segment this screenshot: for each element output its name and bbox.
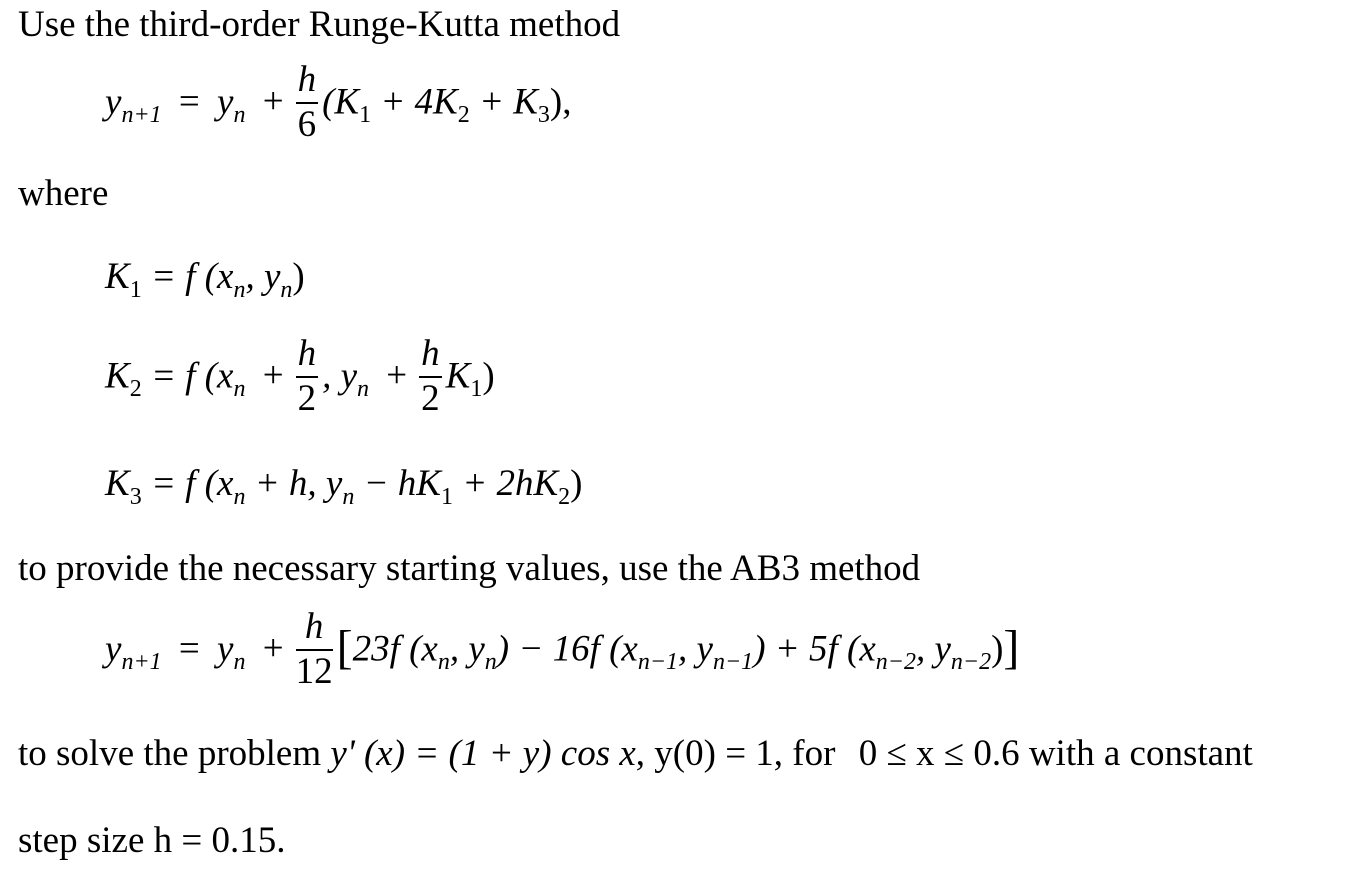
k1-yn-sub: n [280,277,293,303]
k3-rhs: = f (x [150,463,234,504]
k2-frac2-num: h [419,335,442,378]
rk3-mid1: + 4K [371,81,458,123]
solve-prefix: to solve the problem [18,733,322,774]
k3-close: ) [570,463,583,504]
k2-lhs: K [105,355,130,397]
k2-frac1-den: 2 [297,377,317,419]
rk3-k2-sub: 2 [457,102,470,129]
rk3-lhs-sub: n+1 [121,102,162,129]
rk3-tail: ), [549,81,572,123]
k1-comma: , y [245,256,281,297]
k2-plus1: + [262,355,284,397]
rk3-yn: y [217,81,234,123]
ab3-t2: ) − 16f (x [496,628,638,670]
solve-range: 0 ≤ x ≤ 0.6 [858,733,1020,774]
ab3-eq: = [178,628,200,670]
ab3-frac-num: h [296,608,333,651]
k2-yn-sub: n [357,376,369,403]
k2-fraction-1 [296,335,319,419]
k2-xn-sub: n [233,376,246,403]
k3-k2-sub: 2 [558,484,571,510]
rk3-frac-den: 6 [297,103,317,145]
k1-lhs-sub: 1 [129,277,142,303]
solve-suffix: with a constant [1028,733,1253,774]
ab3-right-bracket: ] [1003,621,1020,675]
k3-formula [105,463,583,510]
rk3-formula [105,59,572,147]
where-text: where [18,173,109,214]
solve-initial-condition: , y(0) = 1, for [635,733,836,774]
rk3-frac-num: h [296,61,319,104]
k3-xn-sub: n [233,484,246,510]
k3-lhs: K [105,463,130,504]
starting-values-text: to provide the necessary starting values, use the AB3 method [18,548,921,589]
ab3-yn-sub: n [233,649,246,676]
k1-lhs: K [105,256,130,297]
ab3-t2-mid: , y [678,628,713,670]
solve-problem-line [18,735,1253,772]
k1-rhs: = f (x [150,256,234,297]
rk3-eq: = [178,81,200,123]
k2-frac1-num: h [296,335,319,378]
ab3-plus: + [262,628,284,670]
rk3-body: (K [322,81,360,123]
ab3-lhs-sub: n+1 [121,649,162,676]
ab3-t3-ysub: n−2 [950,649,992,676]
k3-yn-sub: n [342,484,355,510]
k2-formula [105,333,495,421]
ode-rhs: = (1 + y) cos x [405,733,636,774]
ab3-formula [105,606,1020,694]
k1-close: ) [292,256,305,297]
k2-lhs-sub: 2 [129,376,142,403]
k3-k1-sub: 1 [440,484,453,510]
k2-close: ) [482,355,495,397]
ode-lhs: y' (x) [330,733,406,774]
ab3-t1: 23f (x [352,628,438,670]
rk3-lhs: y [105,81,122,123]
rk3-k3-sub: 3 [537,102,550,129]
ab3-t3-xsub: n−2 [875,649,916,676]
step-value: h = 0.15. [153,820,286,861]
ab3-t1-xsub: n [437,649,450,676]
ab3-lhs: y [105,628,122,670]
k2-rhs: = f (x [150,355,234,397]
ab3-t2-xsub: n−1 [637,649,679,676]
k2-k-sub: 1 [470,376,483,403]
ab3-t3: ) + 5f (x [753,628,876,670]
ab3-t2-ysub: n−1 [712,649,754,676]
rk3-plus: + [262,81,284,123]
k1-xn-sub: n [233,277,246,303]
ab3-t1-ysub: n [484,649,497,676]
k1-formula [105,256,305,303]
ab3-t4: ) [991,628,1004,670]
k3-lhs-sub: 3 [129,484,142,510]
ab3-t1-mid: , y [449,628,485,670]
rk3-mid2: + K [469,81,538,123]
k2-fraction-2 [419,335,442,419]
k2-k: K [445,355,471,397]
rk3-k1-sub: 1 [359,102,372,129]
k2-frac2-den: 2 [421,377,440,419]
ab3-left-bracket: [ [336,621,353,675]
intro-text: Use the third-order Runge-Kutta method [18,4,621,45]
ab3-t3-mid: , y [915,628,951,670]
k3-mid1: + h, y [245,463,343,504]
ab3-yn: y [217,628,234,670]
ab3-frac-den: 12 [295,650,333,692]
step-size-line [18,822,286,859]
k2-comma: , y [322,355,357,397]
rk3-fraction [296,61,319,145]
ab3-fraction [296,608,333,692]
k3-mid2: − hK [354,463,441,504]
k3-mid3: + 2hK [452,463,559,504]
step-prefix: step size [18,820,145,861]
rk3-yn-sub: n [233,102,246,129]
k2-plus2: + [386,355,408,397]
